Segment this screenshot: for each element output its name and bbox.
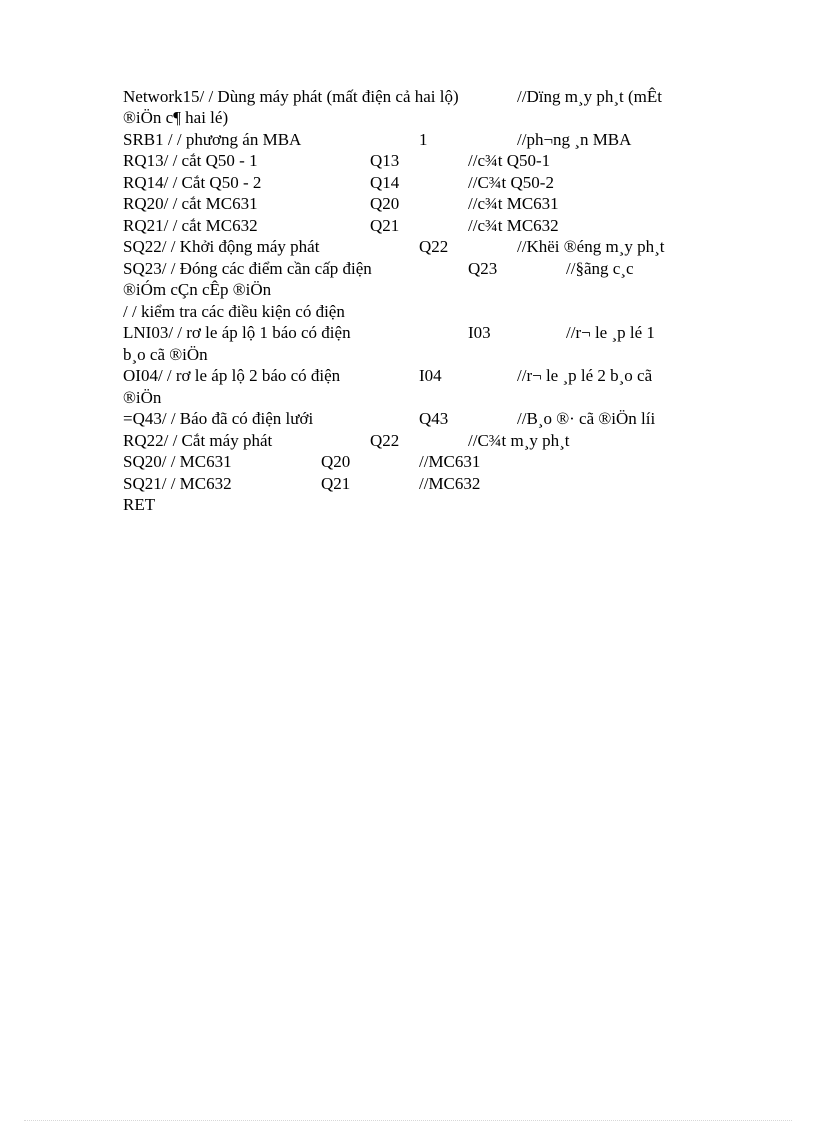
text-line-operand: Q13 <box>370 151 400 170</box>
text-line-operand: I03 <box>468 323 491 342</box>
text-line-comment: //c¾t MC632 <box>468 216 559 235</box>
text-line-comment: //r¬ le ¸p lé 2 b¸o cã <box>517 366 653 385</box>
text-line-comment: //§ãng c¸c <box>566 259 634 278</box>
text-line: SQ23/ / Đóng các điểm cần cấp điện <box>123 259 372 278</box>
text-line-comment: //ph¬ng ¸n MBA <box>517 130 632 149</box>
text-line-operand: I04 <box>419 366 442 385</box>
text-line: / / kiểm tra các điều kiện có điện <box>123 302 345 321</box>
text-line: OI04/ / rơ le áp lộ 2 báo có điện <box>123 366 341 385</box>
text-line: b¸o cã ®iÖn <box>123 345 208 364</box>
text-line-operand: Q23 <box>468 259 498 278</box>
text-line-comment: //MC632 <box>419 474 481 493</box>
text-line: LNI03/ / rơ le áp lộ 1 báo có điện <box>123 323 351 342</box>
text-line: SQ20/ / MC631 <box>123 452 232 471</box>
text-line: ®iÓm cÇn cÊp ®iÖn <box>123 280 272 299</box>
text-line: SQ21/ / MC632 <box>123 474 232 493</box>
text-line: ®iÖn c¶ hai lé) <box>123 108 229 127</box>
text-line: =Q43/ / Báo đã có điện lưới <box>123 409 314 428</box>
text-line-operand: Q14 <box>370 173 400 192</box>
text-line: ®iÖn <box>123 388 162 407</box>
text-line-comment: //C¾t m¸y ph¸t <box>468 431 570 450</box>
text-line: RQ21/ / cắt MC632 <box>123 216 258 235</box>
text-line-operand: Q20 <box>370 194 400 213</box>
text-line-operand: Q22 <box>370 431 400 450</box>
text-line-operand: 1 <box>419 130 428 149</box>
text-line-operand: Q43 <box>419 409 449 428</box>
text-line: RQ20/ / cắt MC631 <box>123 194 258 213</box>
text-line: RET <box>123 495 156 514</box>
text-line-comment: //B¸o ®· cã ®iÖn líi <box>517 409 656 428</box>
text-line-comment: //c¾t MC631 <box>468 194 559 213</box>
text-line-operand: Q22 <box>419 237 449 256</box>
text-line: Network15/ / Dùng máy phát (mất điện cả hai lộ) <box>123 87 459 106</box>
text-line: SQ22/ / Khởi động máy phát <box>123 237 320 256</box>
text-line: SRB1 / / phương án MBA <box>123 130 302 149</box>
text-line-comment: //Khëi ®éng m¸y ph¸t <box>517 237 665 256</box>
text-line-operand: Q21 <box>321 474 351 493</box>
text-line-comment: //r¬ le ¸p lé 1 <box>566 323 655 342</box>
text-line-operand: Q21 <box>370 216 400 235</box>
text-line-comment: //Dïng m¸y ph¸t (mÊt <box>517 87 662 106</box>
text-line-comment: //C¾t Q50-2 <box>468 173 554 192</box>
page-bottom-divider <box>24 1120 792 1121</box>
text-line-operand: Q20 <box>321 452 351 471</box>
text-line: RQ22/ / Cắt máy phát <box>123 431 273 450</box>
text-line: RQ14/ / Cắt Q50 - 2 <box>123 173 262 192</box>
text-line-comment: //c¾t Q50-1 <box>468 151 551 170</box>
text-line-comment: //MC631 <box>419 452 481 471</box>
text-line: RQ13/ / cắt Q50 - 1 <box>123 151 258 170</box>
